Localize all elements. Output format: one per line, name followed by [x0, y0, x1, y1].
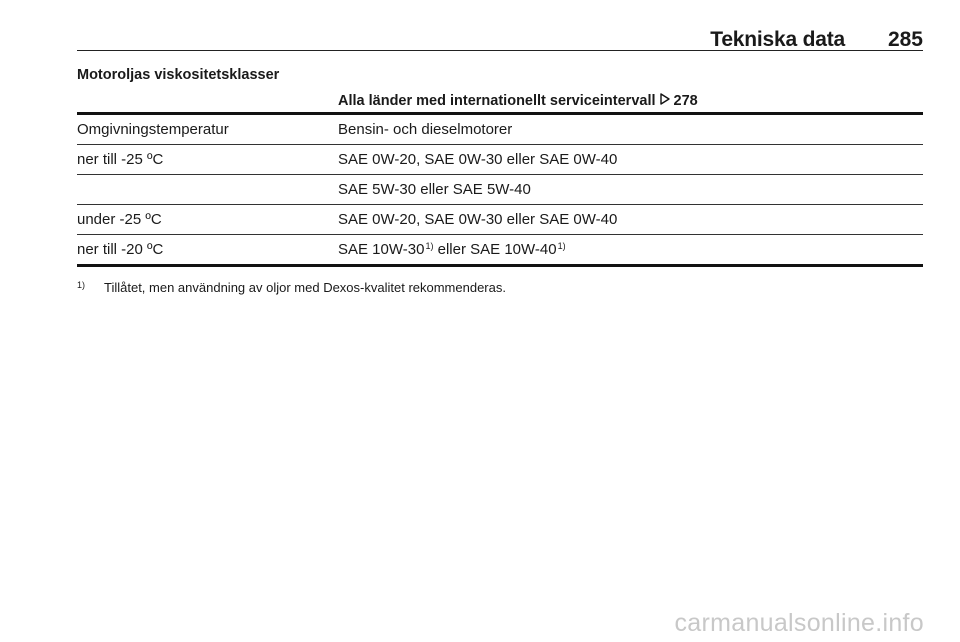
temperature-cell: ner till -25 ºC [77, 151, 164, 168]
footnote-ref: 1) [425, 241, 434, 251]
table-caption [77, 90, 923, 112]
footnote-text: Tillåtet, men användning av oljor med Dexos-kvalitet rekommenderas. [104, 280, 506, 295]
oil-grade-cell: SAE 0W-20, SAE 0W-30 eller SAE 0W-40 [338, 151, 618, 168]
table-row [77, 145, 923, 175]
oil-grade-a: SAE 10W-30 [338, 241, 425, 258]
temperature-cell: under -25 ºC [77, 211, 162, 228]
page-reference-link[interactable]: 278 [673, 93, 698, 109]
footnote-ref: 1) [557, 241, 566, 251]
page-title: Tekniska data [710, 28, 845, 51]
oil-grade-cell: SAE 5W-30 eller SAE 5W-40 [338, 181, 531, 198]
column-header-engine: Bensin- och dieselmotorer [338, 121, 513, 138]
oil-grade-cell: SAE 0W-20, SAE 0W-30 eller SAE 0W-40 [338, 211, 618, 228]
table-header-row [77, 115, 923, 145]
watermark: carmanualsonline.info [674, 609, 924, 637]
table-row [77, 205, 923, 235]
oil-grade-connector: eller SAE 10W-40 [433, 241, 557, 258]
section-title: Motoroljas viskositetsklasser [77, 67, 280, 83]
oil-grade-cell [338, 241, 923, 258]
footnote-marker: 1) [77, 280, 86, 290]
viscosity-table [77, 90, 923, 267]
temperature-cell: ner till -20 ºC [77, 241, 164, 258]
table-caption-text: Alla länder med internationellt serviceintervall [338, 93, 656, 109]
arrow-right-outline-icon[interactable] [660, 93, 670, 109]
page-number: 285 [887, 28, 923, 51]
table-row [77, 235, 923, 267]
footnote [77, 280, 506, 295]
table-row [77, 175, 923, 205]
column-header-temperature: Omgivningstemperatur [77, 121, 229, 138]
page-header [77, 26, 923, 51]
